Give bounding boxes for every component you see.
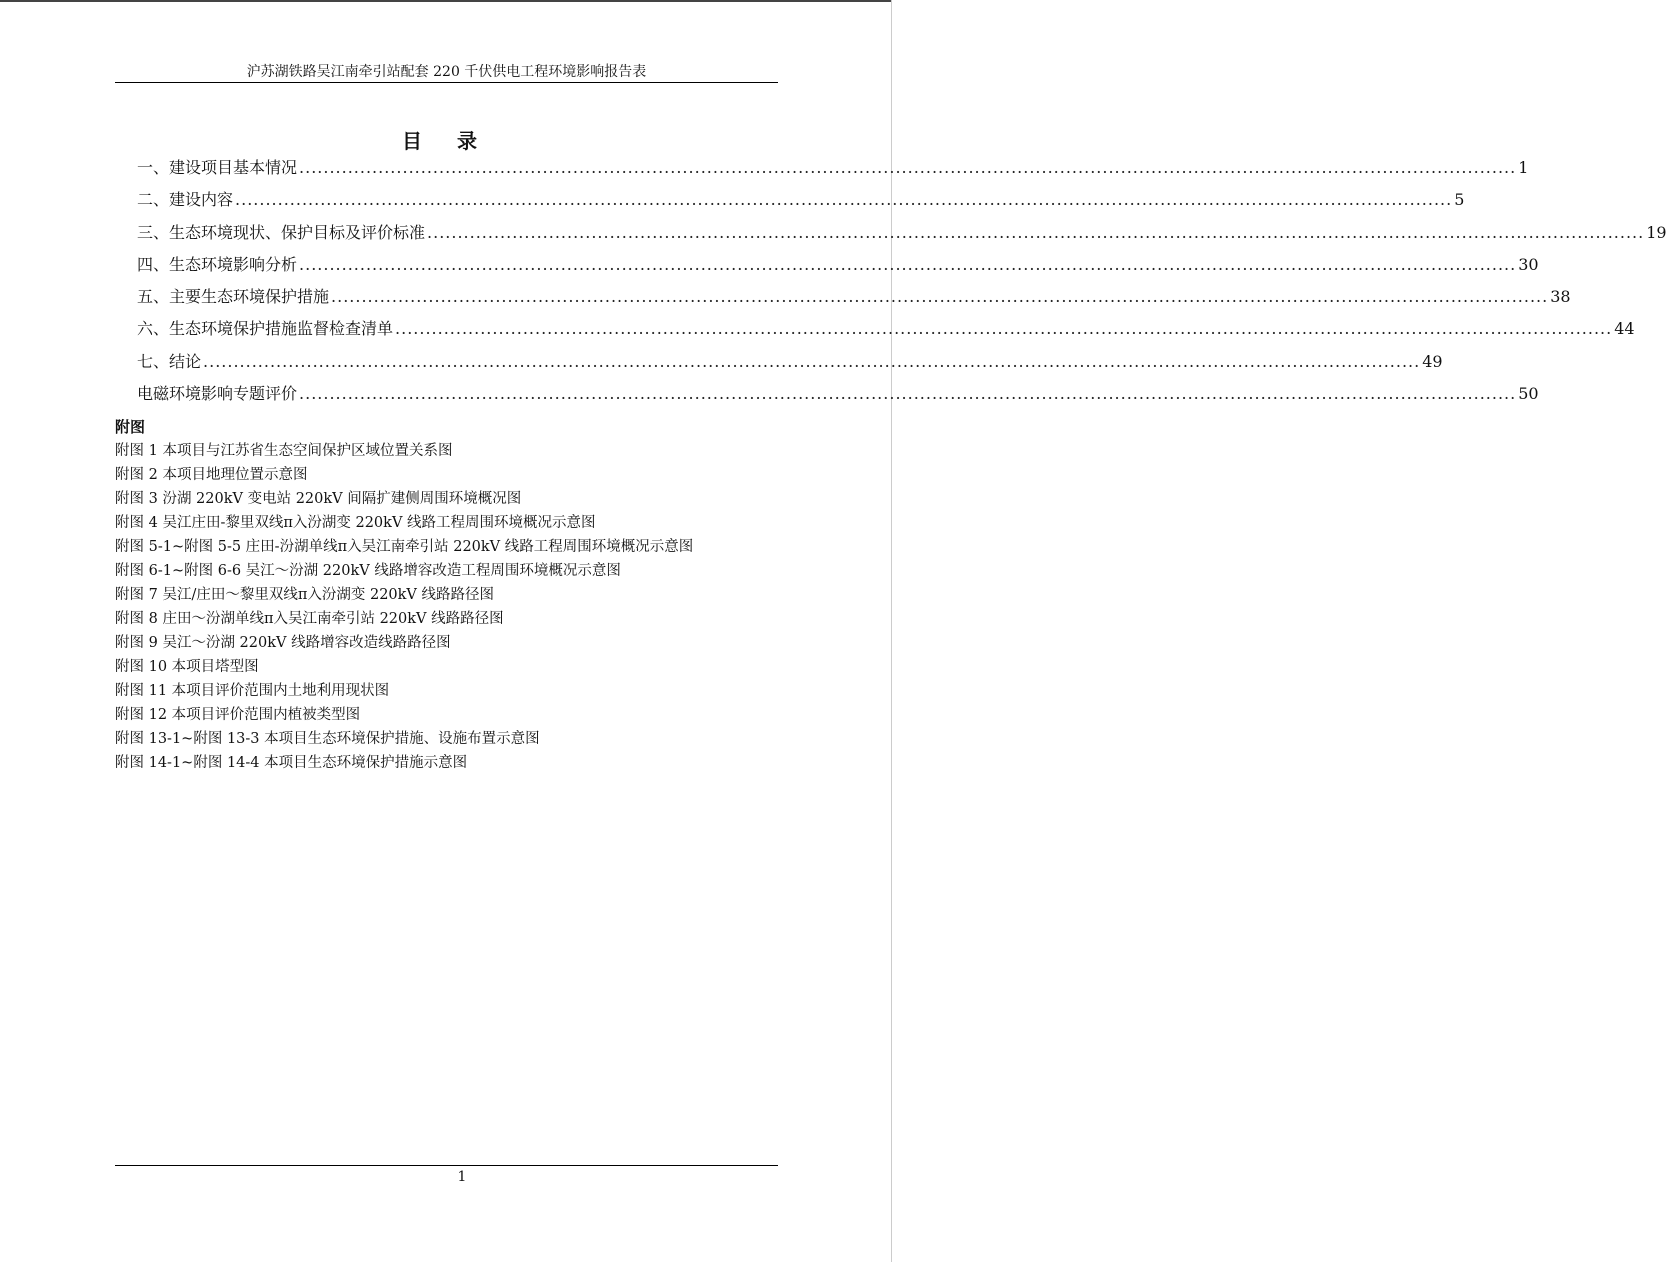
toc-entry-page: 5 xyxy=(1454,190,1465,210)
toc-title: 目 录 xyxy=(402,129,491,153)
toc-entry[interactable] xyxy=(137,252,1539,284)
toc-leader-dots: ........................................................................................................................................................................................................ xyxy=(299,158,1517,177)
toc-entry-page: 50 xyxy=(1518,384,1539,404)
attachment-item[interactable]: 附图 6-1~附图 6-6 吴江～汾湖 220kV 线路增容改造工程周围环境概况示意图 xyxy=(115,563,621,579)
toc-leader-dots: ........................................................................................................................................................................................................ xyxy=(395,319,1613,339)
toc-entry[interactable] xyxy=(137,220,1667,252)
page-number: 1 xyxy=(457,1169,467,1185)
attachment-item[interactable]: 附图 4 吴江庄田-黎里双线π入汾湖变 220kV 线路工程周围环境概况示意图 xyxy=(115,515,596,531)
toc-entry-label: 电磁环境影响专题评价 xyxy=(137,384,298,404)
toc-entry-page: 38 xyxy=(1550,287,1571,307)
attachment-item[interactable]: 附图 10 本项目塔型图 xyxy=(115,659,259,675)
toc-leader-dots: ........................................................................................................................................................................................................ xyxy=(299,384,1517,404)
toc-entry[interactable] xyxy=(137,316,1635,348)
attachments-list xyxy=(115,439,775,775)
running-header: 沪苏湖铁路吴江南牵引站配套 220 千伏供电工程环境影响报告表 xyxy=(246,64,647,80)
toc-entry-page: 49 xyxy=(1422,351,1443,371)
toc-entry-label: 一、建设项目基本情况 xyxy=(137,158,298,177)
attachment-item[interactable]: 附图 9 吴江～汾湖 220kV 线路增容改造线路路径图 xyxy=(115,635,451,651)
toc-entry[interactable] xyxy=(137,381,1539,413)
attachment-item[interactable]: 附图 13-1~附图 13-3 本项目生态环境保护措施、设施布置示意图 xyxy=(115,731,540,747)
attachment-item[interactable]: 附图 12 本项目评价范围内植被类型图 xyxy=(115,707,361,723)
toc-entry-label: 三、生态环境现状、保护目标及评价标准 xyxy=(137,222,426,242)
toc-entry-label: 四、生态环境影响分析 xyxy=(137,254,298,274)
attachment-item[interactable]: 附图 5-1~附图 5-5 庄田-汾湖单线π入吴江南牵引站 220kV 线路工程周围环境概况示意图 xyxy=(115,539,694,555)
toc-entry[interactable] xyxy=(137,284,1571,316)
toc-leader-dots: ........................................................................................................................................................................................................ xyxy=(299,254,1517,274)
attachment-item[interactable]: 附图 3 汾湖 220kV 变电站 220kV 间隔扩建侧周围环境概况图 xyxy=(115,491,522,507)
attachment-item[interactable]: 附图 7 吴江/庄田～黎里双线π入汾湖变 220kV 线路路径图 xyxy=(115,587,495,603)
toc-entry-label: 五、主要生态环境保护措施 xyxy=(137,287,330,307)
toc-leader-dots: ........................................................................................................................................................................................................ xyxy=(235,190,1453,210)
toc-entry-label: 七、结论 xyxy=(137,351,202,371)
toc-entry-page: 19 xyxy=(1646,222,1667,242)
attachment-item[interactable]: 附图 14-1~附图 14-4 本项目生态环境保护措施示意图 xyxy=(115,755,468,771)
toc-list xyxy=(137,155,1667,413)
toc-entry-page: 1 xyxy=(1518,158,1529,177)
page-top-border xyxy=(0,0,892,2)
header-rule xyxy=(115,82,778,83)
footer-rule xyxy=(115,1165,778,1166)
toc-entry-page: 44 xyxy=(1614,319,1635,339)
toc-entry-label: 二、建设内容 xyxy=(137,190,234,210)
toc-entry[interactable] xyxy=(137,155,1529,187)
attachments-heading: 附图 xyxy=(115,418,146,436)
toc-leader-dots: ........................................................................................................................................................................................................ xyxy=(427,222,1645,242)
toc-entry-page: 30 xyxy=(1518,254,1539,274)
toc-entry-label: 六、生态环境保护措施监督检查清单 xyxy=(137,319,394,339)
toc-leader-dots: ........................................................................................................................................................................................................ xyxy=(203,351,1421,371)
toc-entry[interactable] xyxy=(137,349,1443,381)
toc-leader-dots: ........................................................................................................................................................................................................ xyxy=(331,287,1549,307)
attachment-item[interactable]: 附图 1 本项目与江苏省生态空间保护区域位置关系图 xyxy=(115,443,453,459)
attachment-item[interactable]: 附图 2 本项目地理位置示意图 xyxy=(115,467,308,483)
toc-entry[interactable] xyxy=(137,187,1465,219)
attachment-item[interactable]: 附图 8 庄田～汾湖单线π入吴江南牵引站 220kV 线路路径图 xyxy=(115,611,504,627)
attachment-item[interactable]: 附图 11 本项目评价范围内土地利用现状图 xyxy=(115,683,390,699)
